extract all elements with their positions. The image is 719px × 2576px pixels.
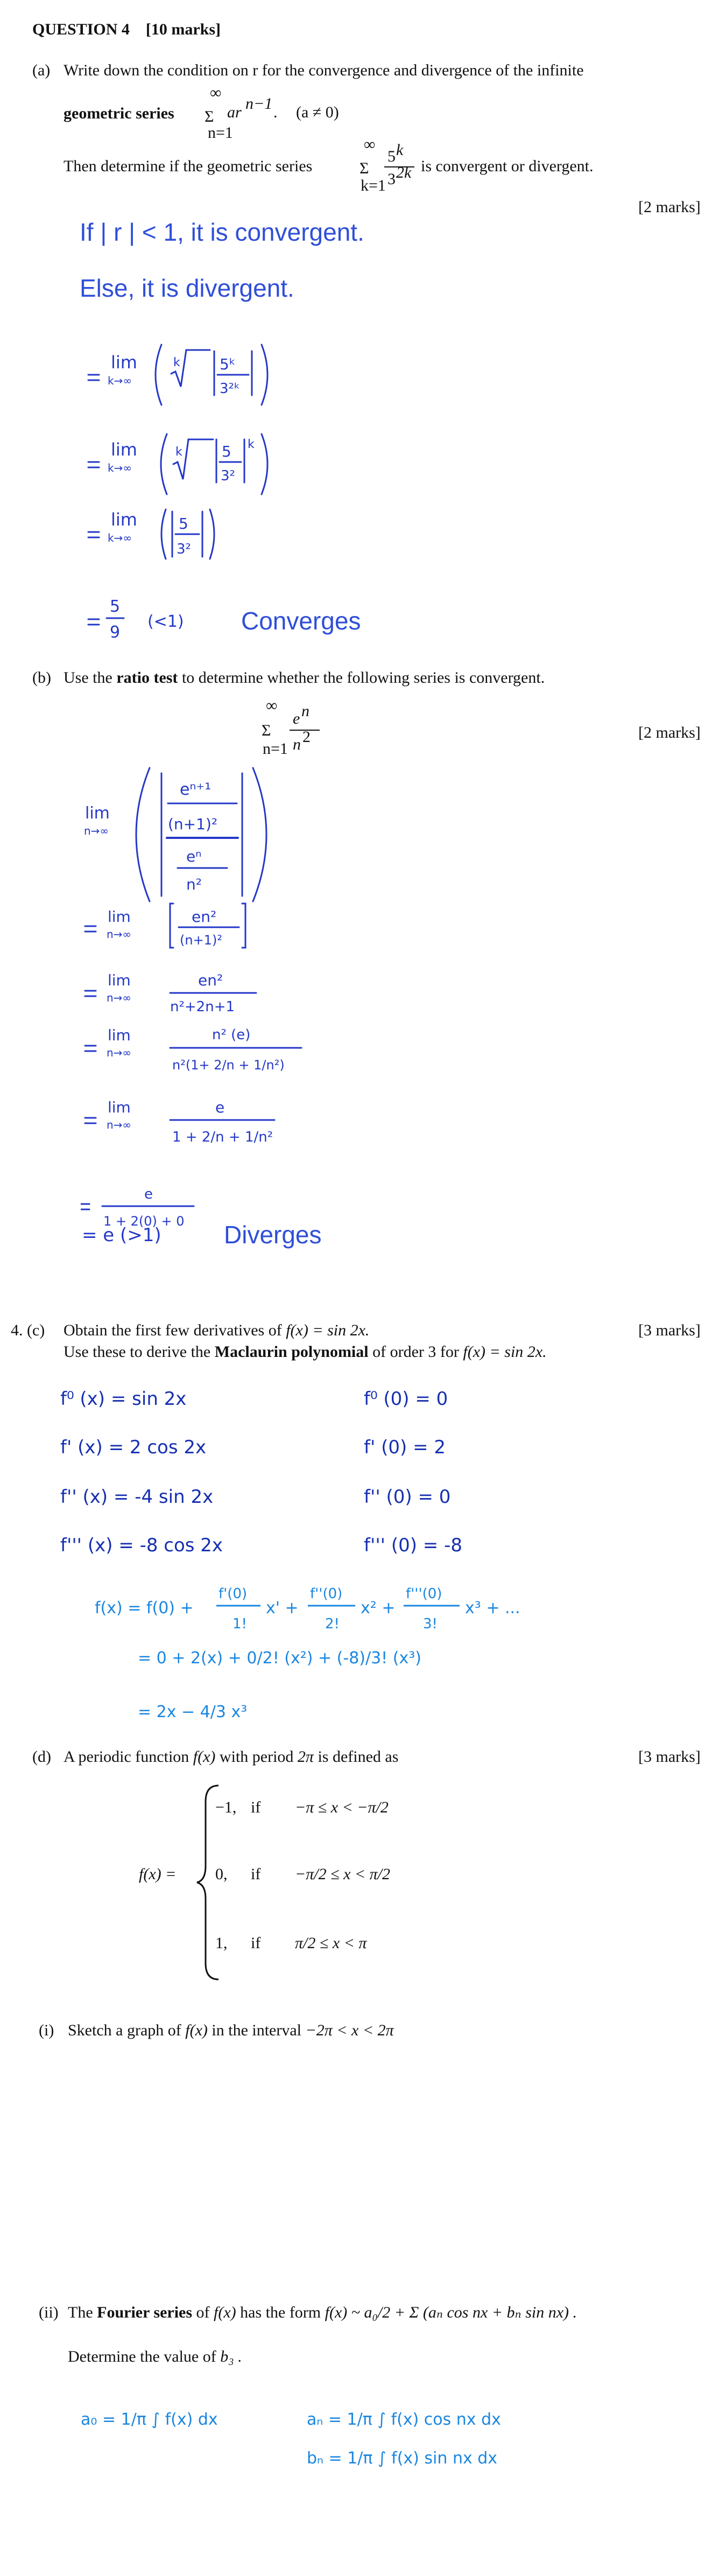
geo-term: ar	[227, 103, 242, 121]
geo-sum-top: ∞	[210, 86, 222, 102]
svg-text:k→∞: k→∞	[108, 531, 132, 544]
svg-text:f''(0): f''(0)	[310, 1586, 343, 1602]
geo-sum-bot: n=1	[208, 124, 233, 142]
svg-text:k: k	[248, 438, 255, 451]
svg-text:x' +: x' +	[266, 1599, 299, 1618]
svg-text:f'(0): f'(0)	[218, 1586, 248, 1602]
svg-text:2!: 2!	[325, 1616, 340, 1632]
part-b-marks: [2 marks]	[638, 724, 701, 741]
svg-text:lim: lim	[108, 1098, 131, 1116]
svg-text:en²: en²	[198, 971, 223, 989]
ratio-test-work	[81, 765, 382, 1249]
part-c-line1: Obtain the first few derivatives of f(x) = sin 2x.	[64, 1321, 370, 1339]
svg-text:n²(1+ 2/n + 1/n²): n²(1+ 2/n + 1/n²)	[172, 1058, 285, 1073]
part-c-function: f(x) = sin 2x.	[286, 1321, 370, 1339]
svg-text:5ᵏ: 5ᵏ	[220, 355, 236, 373]
deriv-right-3: f''' (0) = -8	[364, 1535, 462, 1556]
deriv-right-2: f'' (0) = 0	[364, 1486, 451, 1508]
geometric-series-label: geometric series	[64, 104, 174, 122]
example-sum-bot: k=1	[361, 177, 386, 194]
example-num: 5	[387, 148, 396, 165]
svg-text:lim: lim	[111, 439, 137, 460]
svg-text:2: 2	[302, 728, 311, 746]
case-1-value: 0,	[215, 1865, 228, 1883]
svg-text:n: n	[293, 736, 301, 753]
svg-text:lim: lim	[85, 804, 110, 823]
svg-text:n→∞: n→∞	[107, 1046, 132, 1059]
a0-formula: a₀ = 1/π ∫ f(x) dx	[81, 2410, 218, 2429]
svg-text:Σ: Σ	[360, 159, 369, 177]
part-d-ii-text: The Fourier series of f(x) has the form f(x) ~ a₀/2 + Σ (aₙ cos nx + bₙ sin nx) .	[68, 2304, 577, 2321]
fourier-series-bold: Fourier series	[97, 2304, 193, 2321]
part-d-text: A periodic function f(x) with period 2π is defined as	[64, 1748, 399, 1766]
bn-formula: bₙ = 1/π ∫ f(x) sin nx dx	[307, 2449, 498, 2468]
maclaurin-result: = 2x − 4/3 x³	[138, 1703, 248, 1721]
svg-text:eⁿ: eⁿ	[186, 848, 202, 865]
svg-text:lim: lim	[108, 908, 131, 926]
case-0-value: −1,	[215, 1798, 237, 1816]
svg-text:x³ + ...: x³ + ...	[465, 1599, 520, 1618]
svg-text:f(x) = f(0) +: f(x) = f(0) +	[95, 1599, 194, 1618]
part-a-line1: Write down the condition on r for the convergence and divergence of the infinite	[64, 61, 584, 79]
case-2-cond: π/2 ≤ x < π	[295, 1934, 367, 1952]
deriv-right-1: f' (0) = 2	[364, 1437, 446, 1458]
diverges-label: Diverges	[224, 1221, 322, 1249]
answer-divergent: Else, it is divergent.	[80, 274, 294, 302]
part-d-i-text: Sketch a graph of f(x) in the interval −2π < x < 2π	[68, 2021, 394, 2039]
ratio-series-formula	[262, 700, 326, 765]
fourier-form: f(x) ~ a₀/2 + Σ (aₙ cos nx + bₙ sin nx) .	[325, 2304, 577, 2321]
svg-text:∞: ∞	[266, 700, 278, 715]
svg-text:3²: 3²	[221, 468, 235, 484]
svg-text:n→∞: n→∞	[107, 1118, 132, 1131]
svg-text:1 + 2/n + 1/n²: 1 + 2/n + 1/n²	[172, 1129, 273, 1145]
example-num-exp: k	[396, 141, 404, 159]
svg-text:9: 9	[110, 623, 121, 642]
part-c-label: 4. (c)	[11, 1321, 45, 1339]
svg-text:en²: en²	[192, 908, 217, 926]
part-a-label: (a)	[32, 61, 51, 79]
part-c-marks: [3 marks]	[638, 1321, 701, 1339]
deriv-left-0: f⁰ (x) = sin 2x	[60, 1388, 187, 1410]
root-test-work	[81, 323, 382, 592]
svg-text:k→∞: k→∞	[108, 461, 132, 474]
case-1-if: if	[251, 1865, 261, 1883]
svg-text:(n+1)²: (n+1)²	[180, 933, 222, 948]
maclaurin-general-formula	[95, 1570, 601, 1640]
svg-text:e: e	[144, 1186, 153, 1202]
svg-text:5: 5	[179, 515, 188, 533]
part-d-label: (d)	[32, 1748, 51, 1766]
example-den-exp: 2k	[396, 164, 412, 181]
ratio-test-bold: ratio test	[116, 669, 178, 687]
svg-text:e: e	[215, 1098, 225, 1116]
svg-text:lim: lim	[108, 971, 131, 989]
svg-text:k: k	[173, 356, 180, 369]
svg-text:3²: 3²	[177, 541, 191, 557]
svg-text:Σ: Σ	[262, 722, 271, 739]
svg-text:n²+2n+1: n²+2n+1	[170, 999, 235, 1015]
svg-text:n: n	[301, 702, 309, 720]
svg-text:.: .	[273, 103, 278, 121]
svg-text:1!: 1!	[232, 1616, 247, 1632]
deriv-left-2: f'' (x) = -4 sin 2x	[60, 1486, 214, 1508]
geometric-example-series	[360, 139, 419, 202]
maclaurin-bold: Maclaurin polynomial	[214, 1343, 369, 1361]
question-marks: [10 marks]	[145, 20, 221, 38]
geometric-series-formula	[205, 86, 366, 145]
svg-text:(<1): (<1)	[147, 612, 184, 631]
geo-sigma: Σ	[205, 108, 214, 125]
question-title	[32, 19, 221, 40]
part-b-text: Use the ratio test to determine whether the following series is convergent.	[64, 669, 545, 687]
root-test-result	[81, 587, 242, 646]
piecewise-f-label: f(x) =	[139, 1865, 177, 1883]
case-2-if: if	[251, 1934, 261, 1952]
part-d-ii-label: (ii)	[39, 2304, 59, 2321]
converges-label: Converges	[241, 607, 361, 635]
ratio-result: = e (>1)	[82, 1224, 161, 1246]
convergent-or-divergent-text: is convergent or divergent.	[421, 157, 594, 175]
svg-text:n²: n²	[186, 876, 202, 893]
svg-text:n→∞: n→∞	[84, 824, 109, 837]
part-a-marks: [2 marks]	[638, 198, 701, 216]
svg-text:∞: ∞	[364, 139, 376, 153]
svg-text:5: 5	[222, 443, 231, 460]
svg-text:eⁿ⁺¹: eⁿ⁺¹	[180, 780, 212, 799]
geo-condition: (a ≠ 0)	[296, 103, 339, 121]
svg-text:n=1: n=1	[263, 740, 288, 758]
case-1-cond: −π/2 ≤ x < π/2	[295, 1865, 390, 1883]
svg-text:n→∞: n→∞	[107, 928, 132, 941]
deriv-left-3: f''' (x) = -8 cos 2x	[60, 1535, 223, 1556]
an-formula: aₙ = 1/π ∫ f(x) cos nx dx	[307, 2410, 501, 2429]
svg-text:n² (e): n² (e)	[212, 1027, 251, 1043]
answer-convergent: If | r | < 1, it is convergent.	[80, 218, 364, 246]
svg-text:lim: lim	[108, 1026, 131, 1044]
svg-text:1 + 2(0) + 0: 1 + 2(0) + 0	[103, 1214, 185, 1229]
part-d-ii-line2: Determine the value of b₃ .	[68, 2348, 242, 2365]
geo-term-exp: n−1	[245, 95, 273, 113]
svg-text:f'''(0): f'''(0)	[406, 1586, 442, 1602]
part-d-i-label: (i)	[39, 2021, 54, 2039]
deriv-right-0: f⁰ (0) = 0	[364, 1388, 448, 1410]
case-0-cond: −π ≤ x < −π/2	[295, 1798, 389, 1816]
svg-text:k→∞: k→∞	[108, 374, 132, 387]
svg-text:5: 5	[110, 597, 121, 616]
svg-text:lim: lim	[111, 352, 137, 373]
part-d-marks: [3 marks]	[638, 1748, 701, 1766]
question-number: QUESTION 4	[32, 20, 130, 38]
svg-text:k: k	[175, 445, 182, 459]
svg-text:3!: 3!	[423, 1616, 438, 1632]
case-0-if: if	[251, 1798, 261, 1816]
part-c-line2: Use these to derive the Maclaurin polynomial of order 3 for f(x) = sin 2x.	[64, 1343, 547, 1361]
example-den: 3	[387, 170, 396, 188]
deriv-left-1: f' (x) = 2 cos 2x	[60, 1437, 207, 1458]
svg-text:lim: lim	[111, 509, 137, 530]
svg-text:x² +: x² +	[361, 1599, 396, 1618]
svg-text:n→∞: n→∞	[107, 991, 132, 1004]
svg-text:e: e	[293, 710, 300, 727]
svg-text:3²ᵏ: 3²ᵏ	[220, 381, 241, 397]
case-2-value: 1,	[215, 1934, 228, 1952]
part-b-label: (b)	[32, 669, 51, 687]
maclaurin-substituted: = 0 + 2(x) + 0/2! (x²) + (-8)/3! (x³)	[138, 1649, 421, 1668]
svg-text:(n+1)²: (n+1)²	[168, 815, 218, 833]
then-determine-text: Then determine if the geometric series	[64, 157, 313, 175]
